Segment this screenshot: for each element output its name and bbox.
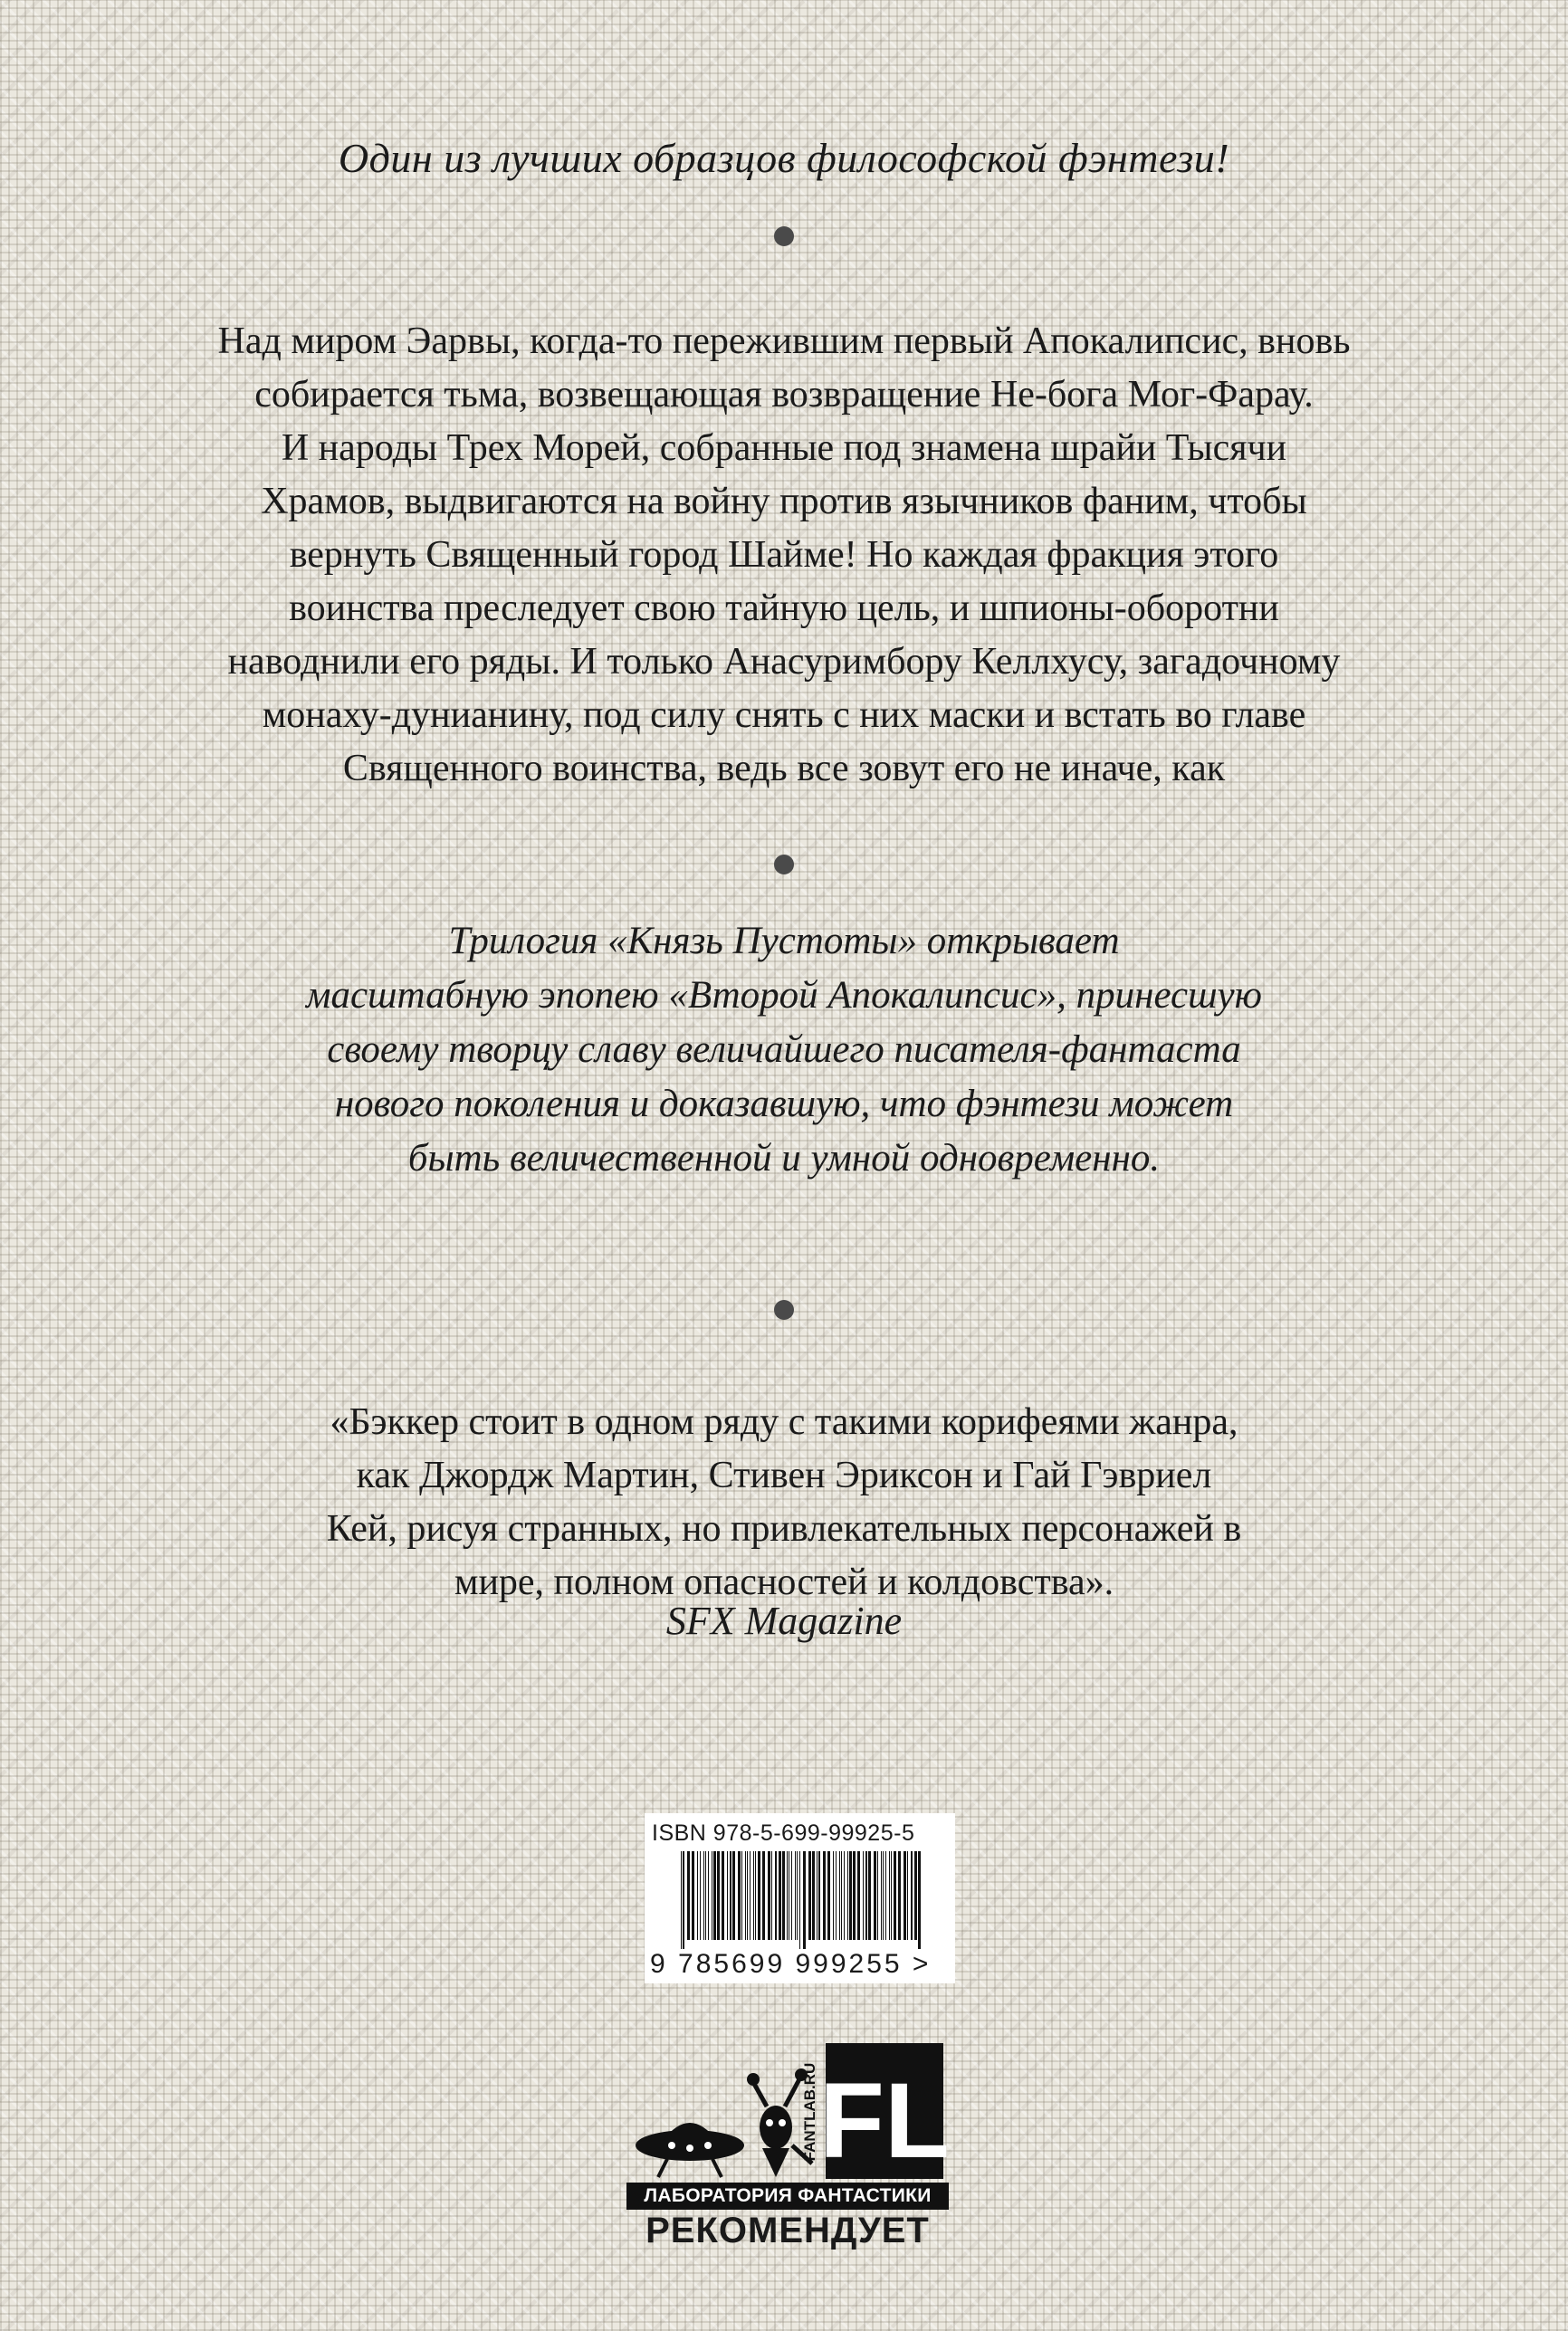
description-paragraph [0, 315, 1568, 796]
barcode-icon [681, 1851, 925, 1949]
barcode-bar [775, 1851, 777, 1940]
description-line: вернуть Священный город Шайме! Но каждая фракция этого [289, 534, 1279, 576]
barcode-bar [799, 1851, 800, 1949]
barcode-bar [863, 1851, 864, 1940]
trilogy-line: Трилогия «Князь Пустоты» открывает [448, 920, 1120, 962]
trilogy-line: быть величественной и умной одновременно. [407, 1137, 1161, 1180]
barcode-bar [914, 1851, 917, 1940]
barcode-bar [732, 1851, 735, 1940]
barcode-bar [730, 1851, 731, 1940]
quote-line: «Бэккер стоит в одном ряду с такими корифеями жанра, [330, 1401, 1238, 1443]
barcode-bar [700, 1851, 701, 1940]
barcode-bar [741, 1851, 742, 1940]
barcode-bar [681, 1851, 682, 1949]
barcode-bar [795, 1851, 796, 1940]
barcode-bar [708, 1851, 709, 1940]
description-line: И народы Трех Морей, собранные под знамена шрайи Тысячи [281, 427, 1287, 469]
barcode-bar [779, 1851, 781, 1940]
barcode-bar [818, 1851, 820, 1940]
barcode-bar [877, 1851, 878, 1940]
divider-dot-2 [774, 855, 794, 874]
barcode-bar [889, 1851, 890, 1940]
quote-source: SFX Magazine [665, 1599, 903, 1643]
barcode-bar [841, 1851, 842, 1940]
barcode-bar [823, 1851, 826, 1940]
barcode-bar [803, 1851, 806, 1949]
barcode-bar [683, 1851, 684, 1949]
description-line: монаху-дунианину, под силу снять с них маски и встать во главе [262, 694, 1306, 736]
barcode-bar [812, 1851, 815, 1940]
barcode-bar [717, 1851, 720, 1940]
barcode-bar [885, 1851, 886, 1940]
barcode-bar [782, 1851, 785, 1940]
barcode-bar [745, 1851, 746, 1940]
trilogy-line: масштабную эпопею «Второй Апокалипсис», принесшую [306, 974, 1262, 1017]
barcode-bar [898, 1851, 901, 1940]
tagline: Один из лучших образцов философской фэнтези! [338, 135, 1230, 181]
description-line: Священного воинства, ведь все зовут его не иначе, как [342, 748, 1226, 789]
description-line: Храмов, выдвигаются на войну против язычников фаним, чтобы [261, 481, 1307, 522]
barcode-bar [722, 1851, 724, 1940]
barcode-bar [857, 1851, 860, 1940]
barcode-bar [703, 1851, 704, 1940]
barcode-bar [918, 1851, 921, 1949]
barcode-bar [911, 1851, 913, 1940]
fantlab-site: FANTLAB.RU [801, 2062, 818, 2162]
barcode-bar [839, 1851, 840, 1940]
barcode-bar [750, 1851, 751, 1940]
review-quote [0, 1396, 1568, 1610]
trilogy-line: нового поколения и доказавшую, что фэнтези может [334, 1083, 1234, 1125]
quote-line: Кей, рисуя странных, но привлекательных персонажей в [326, 1508, 1242, 1550]
trilogy-paragraph [0, 914, 1568, 1186]
barcode-digits: 9 785699 999255 > [650, 1949, 932, 1979]
barcode-bar [771, 1851, 772, 1940]
barcode-bar [705, 1851, 706, 1940]
barcode-bar [883, 1851, 884, 1940]
barcode-bar [849, 1851, 852, 1940]
fantlab-recommends: РЕКОМЕНДУЕТ [645, 2211, 930, 2250]
barcode-bar [853, 1851, 856, 1940]
isbn-barcode [645, 1813, 955, 1983]
barcode-bar [894, 1851, 896, 1940]
barcode-bar [865, 1851, 867, 1940]
divider-dot-1 [774, 226, 794, 246]
barcode-bar [727, 1851, 728, 1940]
fantlab-emblem-icon [626, 2041, 949, 2182]
description-line: собирается тьма, возвещающая возвращение Не-бога Мог-Фарау. [254, 374, 1314, 416]
fantlab-mark: FL [818, 2061, 949, 2181]
barcode-bar [844, 1851, 845, 1940]
barcode-bar [787, 1851, 788, 1940]
description-line: наводнили его ряды. И только Анасуримбору Келлхусу, загадочному [227, 641, 1341, 683]
barcode-bar [713, 1851, 716, 1940]
barcode-bar [747, 1851, 748, 1940]
barcode-bar [753, 1851, 754, 1940]
barcode-bar [881, 1851, 882, 1940]
quote-line: как Джордж Мартин, Стивен Эриксон и Гай Гэвриел [356, 1455, 1212, 1496]
barcode-bar [847, 1851, 848, 1940]
fantlab-caption: ЛАБОРАТОРИЯ ФАНТАСТИКИ [626, 2183, 949, 2210]
barcode-bar [791, 1851, 792, 1940]
description-line: Над миром Эарвы, когда-то пережившим первый Апокалипсис, вновь [217, 320, 1351, 362]
barcode-bar [907, 1851, 908, 1940]
barcode-bar [836, 1851, 837, 1940]
fantlab-logo [626, 2041, 949, 2254]
barcode-bar [768, 1851, 770, 1940]
barcode-bar [687, 1851, 690, 1940]
barcode-bar [891, 1851, 892, 1940]
trilogy-line: своему творцу славу величайшего писателя-фантаста [327, 1028, 1241, 1071]
barcode-bar [808, 1851, 811, 1940]
barcode-bar [868, 1851, 871, 1940]
barcode-bar [797, 1851, 798, 1940]
isbn-label: ISBN 978-5-699-99925-5 [652, 1820, 915, 1846]
barcode-bar [755, 1851, 756, 1940]
barcode-bar [762, 1851, 765, 1940]
quote-line: мире, полном опасностей и колдовства». [454, 1562, 1114, 1603]
barcode-bar [697, 1851, 698, 1940]
divider-dot-3 [774, 1300, 794, 1320]
barcode-bar [904, 1851, 906, 1940]
barcode-bar [827, 1851, 830, 1940]
barcode-bar [758, 1851, 760, 1940]
description-line: воинства преследует свою тайную цель, и шпионы-оборотни [289, 588, 1279, 629]
barcode-bar [738, 1851, 741, 1940]
barcode-bar [833, 1851, 834, 1940]
barcode-bar [874, 1851, 876, 1940]
barcode-bar [692, 1851, 694, 1940]
